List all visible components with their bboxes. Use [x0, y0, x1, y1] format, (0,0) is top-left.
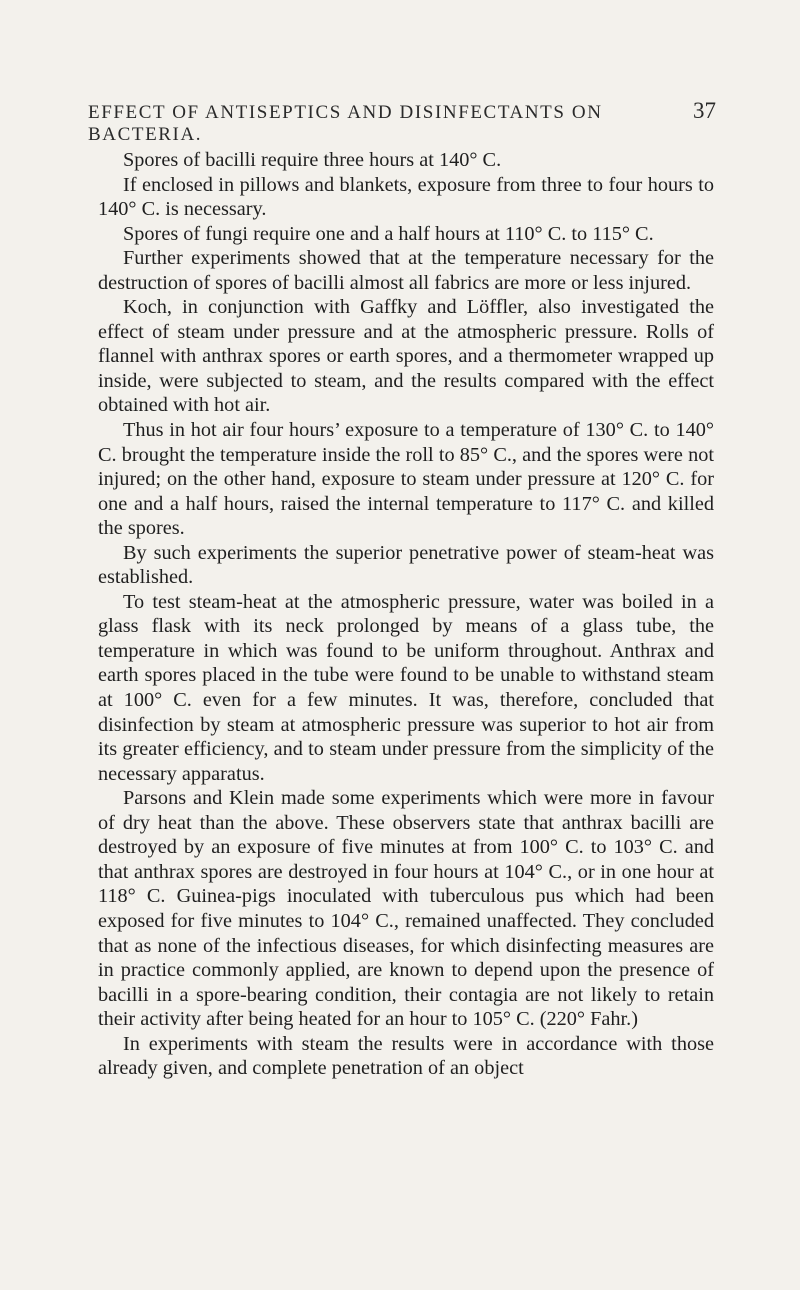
paragraph: Thus in hot air four hours’ exposure to a temperature of 130° C. to 140° C. brought the temperature inside the roll to 85° C., and the spores were not injured; on the other hand, exposure to steam under pressure at 120° C. for one and a half hours, raised the internal temperature to 117° C. and killed the spores. [98, 419, 714, 540]
paragraph: Parsons and Klein made some experiments which were more in favour of dry heat than the above. These observers state that anthrax bacilli are destroyed by an exposure of five minutes at from 100° C. to 103° C. and that anthrax spores are destroyed in four hours at 104° C., or in one hour at 118° C. Guinea-pigs inoculated with tuberculous pus which had been exposed for five minutes to 104° C., remained unaffected. They concluded that as none of the infectious diseases, for which disinfecting measures are in practice commonly applied, are known to depend upon the presence of bacilli in a spore-bearing condition, their contagia are not likely to retain their activity after being heated for an hour to 105° C. (220° Fahr.) [98, 787, 714, 1031]
paragraph: If enclosed in pillows and blankets, exposure from three to four hours to 140° C. is necessary. [98, 173, 714, 221]
paragraph: Spores of bacilli require three hours at 140° C. [123, 149, 502, 171]
paragraph: To test steam-heat at the atmospheric pressure, water was boiled in a glass flask with its neck prolonged by means of a glass tube, the temperature in which was found to be uniform throughout. Anthrax and earth spores placed in the tube were found to be unable to withstand steam at 100° C. even for a few minutes. It was, therefore, concluded that disinfection by steam at atmospheric pressure was superior to hot air from its greater efficiency, and to steam under pressure from the simplicity of the necessary apparatus. [98, 590, 714, 785]
paragraph: Further experiments showed that at the temperature necessary for the destruction of spores of bacilli almost all fabrics are more or less injured. [98, 247, 714, 294]
page-number: 37 [693, 98, 716, 123]
paragraph: Koch, in conjunction with Gaffky and Löffler, also investigated the effect of steam under pressure and at the atmospheric pressure. Rolls of flannel with anthrax spores or earth spores, and a thermometer wrapped up inside, were subjected to steam, and the results compared with the effect obtained with hot air. [98, 296, 714, 417]
paragraph: By such experiments the superior penetrative power of steam-heat was established. [98, 541, 714, 589]
running-header [88, 98, 716, 146]
running-title: EFFECT OF ANTISEPTICS AND DISINFECTANTS ON BACTERIA. [88, 102, 603, 145]
body-text [98, 148, 714, 1081]
paragraph: In experiments with steam the results were in accordance with those already given, and complete penetration of an object [98, 1032, 714, 1080]
paragraph: Spores of fungi require one and a half hours at 110° C. to 115° C. [123, 222, 654, 245]
